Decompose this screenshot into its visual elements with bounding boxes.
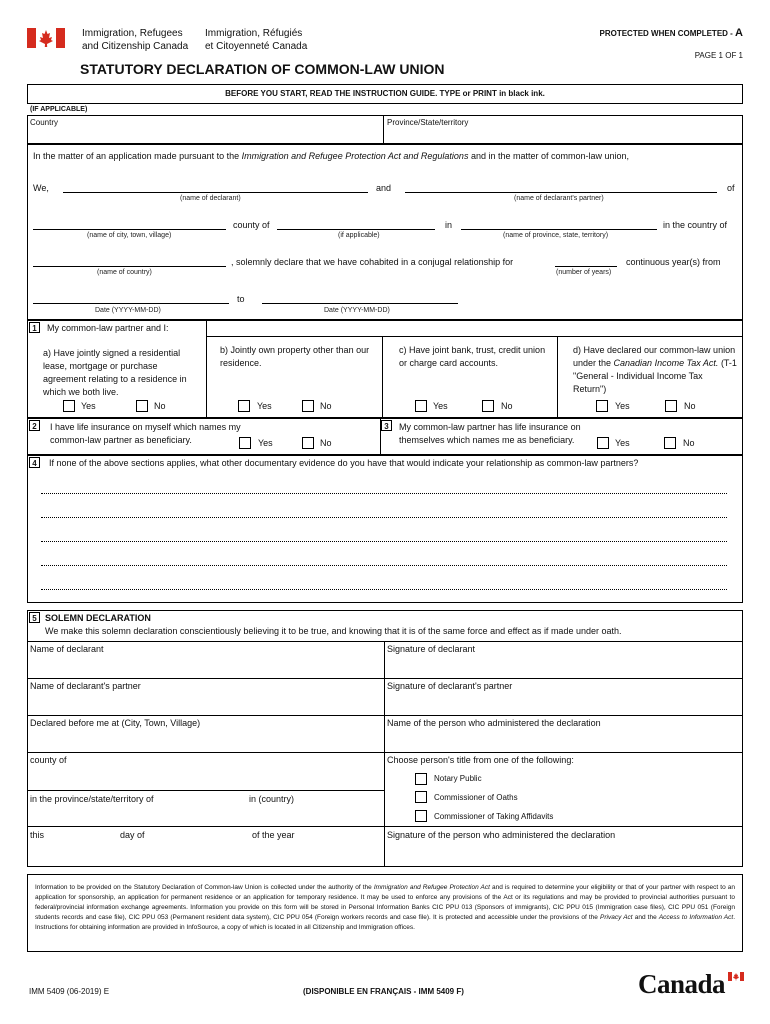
in-label: in [445, 220, 453, 230]
declarant-name-field[interactable] [63, 192, 368, 193]
name-of-partner-caption: (name of declarant's partner) [514, 195, 604, 202]
no-label: No [154, 401, 166, 411]
option-d-text: d) Have declared our common-law union under the Canadian Income Tax Act. (T-1 "General - Individual Income Tax Return") [573, 345, 737, 394]
evidence-line-5[interactable] [41, 589, 727, 590]
section-3-text: My common-law partner has life insurance on themselves which names me as beneficiary. [399, 422, 581, 445]
years-caption: (number of years) [556, 269, 612, 276]
yes-label: Yes [615, 401, 630, 411]
city-field[interactable] [33, 229, 226, 230]
divider [27, 790, 384, 791]
option-c-yes-checkbox[interactable] [415, 400, 427, 412]
in-the-country-of-label: in the country of [663, 220, 728, 230]
yes-label: Yes [433, 401, 448, 411]
section-2-no-checkbox[interactable] [302, 437, 314, 449]
privacy-notice-text: Information to be provided on the Statutory Declaration of Common-law Union is collected under the authority of the Immigration and Refugee Protection Act and is required to determine your eligibility or that of your partner with respect to an application for sponsorship, an application for permanent residence or an application for temporary residence. It may be used to enforce any provisions of the Act or its regulations and may be provided to provincial authorities pursuant to federal/provincial information exchange agreements. Information you provide on this form will be stored in Personal Information Banks CIC PPU 013 (Sponsors of immigrants), CIC PPU 015 (Immigration case files), CIC PPU 051 (Foreign students records and case file), CIC PPU 053 (Permanent resident data system), CIC PPU 054 (Foreign workers records and case file). It is protected and accessible under the provisions of the Privacy Act and the Access to Information Act. Instructions for obtaining information are provided in InfoSource, a copy of which is located in all Citizenship and Immigration offices. [35, 884, 736, 931]
solemn-statement: We make this solemn declaration conscientiously believing it to be true, and knowing that it is of the same force and effect as if made under oath. [45, 626, 622, 636]
divider [27, 826, 743, 827]
province-state-field[interactable] [461, 229, 657, 230]
and-label: and [376, 183, 392, 193]
section-1-label: My common-law partner and I: [47, 323, 169, 333]
evidence-line-4[interactable] [41, 565, 727, 566]
country-label: Country [30, 118, 59, 127]
commissioner-of-affidavits-checkbox[interactable] [415, 810, 427, 822]
country-field[interactable] [33, 266, 226, 267]
option-a-no-checkbox[interactable] [136, 400, 148, 412]
declaration-intro: In the matter of an application made pursuant to the Immigration and Refugee Protection Act and Regulations and in the matter of common-law union, [33, 151, 630, 161]
divider [382, 336, 383, 418]
section-2-text: I have life insurance on myself which names my common-law partner as beneficiary. [50, 422, 241, 445]
county-of-label: county of [233, 220, 270, 230]
of-label: of [727, 183, 735, 193]
name-of-partner-label: Name of declarant's partner [30, 681, 141, 691]
notary-public-checkbox[interactable] [415, 773, 427, 785]
notary-public-label: Notary Public [434, 774, 482, 783]
section-3-number: 3 [381, 420, 392, 431]
section-2-yes-checkbox[interactable] [239, 437, 251, 449]
section-4-question: If none of the above sections applies, what other documentary evidence do you have that would indicate your relationship as common-law partners? [49, 458, 639, 468]
section-5-box [27, 610, 743, 867]
no-label: No [684, 401, 696, 411]
option-b-no-checkbox[interactable] [302, 400, 314, 412]
flag-mark-icon [728, 972, 744, 981]
of-the-year-label: of the year [252, 830, 295, 840]
divider [206, 336, 743, 337]
section-4-box [27, 455, 743, 603]
date-to-field[interactable] [262, 303, 458, 304]
yes-label: Yes [615, 438, 630, 448]
divider [557, 336, 558, 418]
signature-of-declarant-label: Signature of declarant [387, 644, 476, 654]
evidence-line-2[interactable] [41, 517, 727, 518]
divider [206, 320, 207, 418]
administrator-signature-label: Signature of the person who administered the declaration [387, 830, 616, 840]
page-number: PAGE 1 OF 1 [694, 51, 743, 60]
date-caption-1: Date (YYYY-MM-DD) [95, 307, 161, 314]
form-title: STATUTORY DECLARATION OF COMMON-LAW UNION [80, 61, 445, 77]
divider [384, 641, 385, 867]
if-applicable-label: (IF APPLICABLE) [30, 106, 88, 113]
signature-of-partner-label: Signature of declarant's partner [387, 681, 513, 691]
form-identifier: IMM 5409 (06-2019) E [29, 987, 110, 996]
section-5-number: 5 [29, 612, 40, 623]
option-d-yes-checkbox[interactable] [596, 400, 608, 412]
section-4-number: 4 [29, 457, 40, 468]
date-from-field[interactable] [33, 303, 229, 304]
evidence-line-1[interactable] [41, 493, 727, 494]
instruction-text: BEFORE YOU START, READ THE INSTRUCTION GUIDE. TYPE or PRINT in black ink. [225, 89, 545, 98]
commissioner-of-affidavits-label: Commissioner of Taking Affidavits [434, 812, 554, 821]
divider [27, 678, 743, 679]
yes-label: Yes [257, 401, 272, 411]
this-label: this [30, 830, 45, 840]
continuous-years-label: continuous year(s) from [626, 257, 721, 267]
partner-name-field[interactable] [405, 192, 717, 193]
country-caption: (name of country) [97, 269, 152, 276]
protected-label: PROTECTED WHEN COMPLETED - A [599, 27, 743, 39]
name-of-declarant-caption: (name of declarant) [180, 195, 241, 202]
day-of-label: day of [120, 830, 145, 840]
commissioner-of-oaths-label: Commissioner of Oaths [434, 793, 518, 802]
province-caption: (name of province, state, territory) [503, 232, 609, 239]
to-label: to [237, 294, 245, 304]
number-of-years-field[interactable] [555, 266, 617, 267]
province-state-label: in the province/state/territory of [30, 794, 154, 804]
administrator-name-label: Name of the person who administered the declaration [387, 718, 601, 728]
canada-wordmark-logo: Canada [638, 969, 748, 1001]
option-d-no-checkbox[interactable] [665, 400, 677, 412]
declared-before-label: Declared before me at (City, Town, Village) [30, 718, 201, 728]
section-1-number: 1 [29, 322, 40, 333]
country-field[interactable] [28, 126, 382, 143]
department-name-french: Immigration, Réfugiés et Citoyenneté Canada [205, 28, 308, 52]
no-label: No [320, 401, 332, 411]
yes-label: Yes [258, 438, 273, 448]
evidence-line-3[interactable] [41, 541, 727, 542]
no-label: No [683, 438, 695, 448]
no-label: No [501, 401, 513, 411]
department-name-english: Immigration, Refugees and Citizenship Canada [82, 28, 189, 52]
solemnly-declare-text: , solemnly declare that we have cohabited in a conjugal relationship for [231, 257, 514, 267]
county-field[interactable] [277, 229, 435, 230]
we-label: We, [33, 183, 49, 193]
province-label: Province/State/territory [387, 118, 469, 127]
option-b-text: b) Jointly own property other than our residence. [220, 345, 370, 368]
commissioner-of-oaths-checkbox[interactable] [415, 791, 427, 803]
french-version-note: (DISPONIBLE EN FRANÇAIS - IMM 5409 F) [303, 987, 464, 996]
option-a-text: a) Have jointly signed a residential lease, mortgage or purchase agreement relating to a residence in which we both live. [43, 348, 187, 397]
section-2-number: 2 [29, 420, 40, 431]
divider [27, 752, 743, 753]
instruction-box [27, 84, 743, 104]
canada-flag-icon [27, 28, 65, 48]
section-3-no-checkbox[interactable] [664, 437, 676, 449]
no-label: No [320, 438, 332, 448]
option-b-yes-checkbox[interactable] [238, 400, 250, 412]
divider [27, 715, 743, 716]
option-c-no-checkbox[interactable] [482, 400, 494, 412]
divider [27, 641, 743, 642]
city-caption: (name of city, town, village) [87, 232, 172, 239]
choose-title-label: Choose person's title from one of the following: [387, 755, 574, 765]
county-of-label: county of [30, 755, 67, 765]
province-field[interactable] [384, 126, 742, 143]
option-a-yes-checkbox[interactable] [63, 400, 75, 412]
if-applicable-caption: (if applicable) [338, 232, 380, 239]
date-caption-2: Date (YYYY-MM-DD) [324, 307, 390, 314]
option-c-text: c) Have joint bank, trust, credit union or charge card accounts. [399, 345, 546, 368]
in-country-label: in (country) [249, 794, 295, 804]
solemn-declaration-title: SOLEMN DECLARATION [45, 613, 151, 623]
section-3-yes-checkbox[interactable] [597, 437, 609, 449]
yes-label: Yes [81, 401, 96, 411]
name-of-declarant-label: Name of declarant [30, 644, 104, 654]
